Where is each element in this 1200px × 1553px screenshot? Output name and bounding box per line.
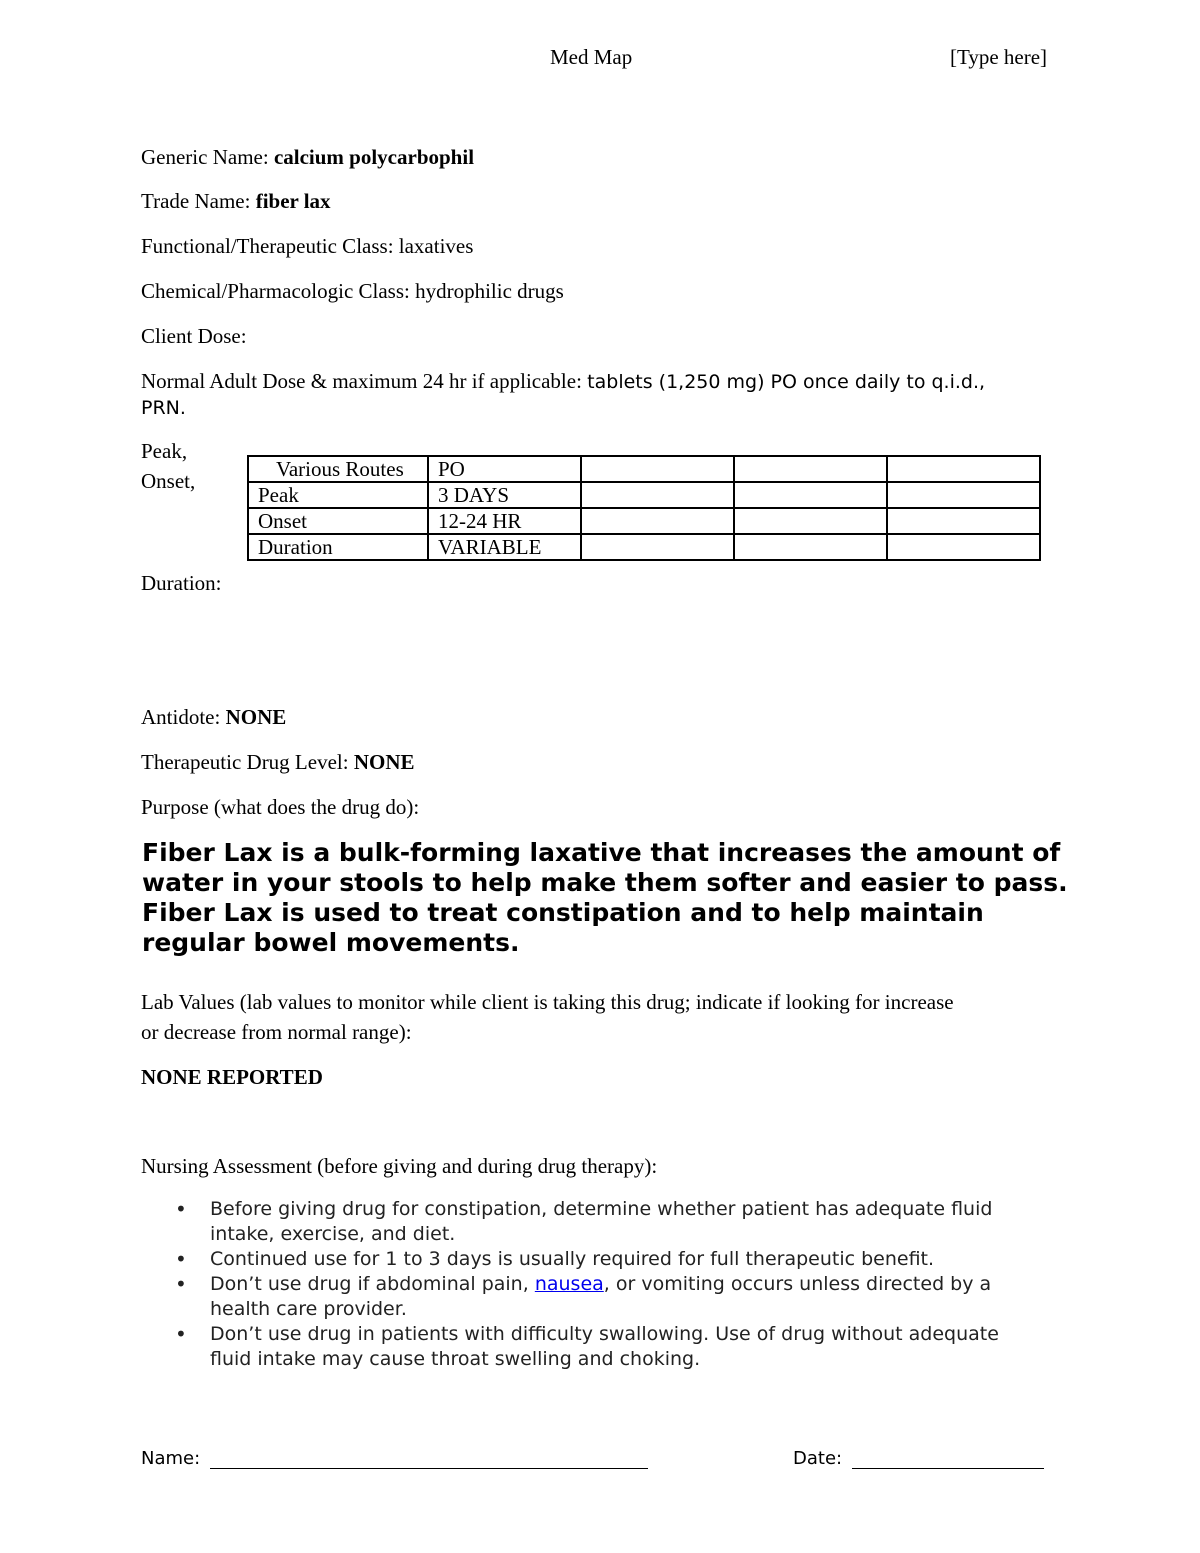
name-field[interactable] — [141, 1448, 648, 1469]
table-cell: VARIABLE — [428, 534, 581, 560]
antidote-label: Antidote: — [141, 705, 226, 729]
table-cell — [734, 534, 887, 560]
normal-dose-value-cont: PRN. — [141, 397, 186, 419]
antidote-value: NONE — [225, 705, 287, 729]
drug-level-value: NONE — [353, 750, 415, 774]
assessment-text: Continued use for 1 to 3 days is usually required for full therapeutic benefit. — [210, 1248, 935, 1270]
purpose-text: Fiber Lax is a bulk-forming laxative that increases the amount of water in your stools to help make them softer and easier to pass. Fiber Lax is used to treat constipation and to help maintain regular bowel movements. — [142, 838, 1068, 957]
generic-name-label: Generic Name: — [141, 145, 274, 169]
table-cell: 12-24 HR — [428, 508, 581, 534]
table-row — [248, 508, 1040, 534]
nausea-link[interactable]: nausea — [534, 1273, 604, 1295]
table-cell — [734, 508, 887, 534]
table-cell: 3 DAYS — [428, 482, 581, 508]
table-cell — [581, 482, 734, 508]
table-cell — [887, 456, 1040, 482]
peak-label: Peak, — [141, 439, 188, 463]
table-row — [248, 482, 1040, 508]
bullet-icon: • — [175, 1272, 187, 1296]
list-item — [141, 1322, 1041, 1372]
table-cell — [581, 534, 734, 560]
generic-name-value: calcium polycarbophil — [273, 145, 475, 169]
routes-table — [247, 455, 1041, 561]
lab-values-label-1: Lab Values (lab values to monitor while client is taking this drug; indicate if looking for increase — [141, 990, 954, 1014]
bullet-icon: • — [175, 1247, 187, 1271]
list-item — [141, 1197, 1041, 1247]
header-placeholder: [Type here] — [950, 45, 1048, 69]
table-cell — [581, 456, 734, 482]
client-dose: Client Dose: — [141, 324, 247, 348]
table-cell: Peak — [248, 482, 428, 508]
assessment-text: Before giving drug for constipation, determine whether patient has adequate fluid intake, exercise, and diet. — [210, 1198, 993, 1245]
assessment-list — [141, 1197, 1041, 1372]
trade-name-value: fiber lax — [255, 189, 331, 213]
table-cell: PO — [428, 456, 581, 482]
assessment-text: Don’t use drug in patients with difficulty swallowing. Use of drug without adequate fluid intake may cause throat swelling and choking. — [210, 1323, 999, 1370]
antidote-line — [141, 705, 286, 730]
lab-values-value: NONE REPORTED — [141, 1065, 323, 1089]
table-cell — [887, 482, 1040, 508]
table-cell — [734, 456, 887, 482]
date-field[interactable] — [793, 1448, 1044, 1469]
purpose-label: Purpose (what does the drug do): — [141, 795, 420, 819]
date-label: Date: — [793, 1448, 843, 1469]
name-blank-line[interactable] — [210, 1448, 648, 1469]
normal-dose-label: Normal Adult Dose & maximum 24 hr if applicable: — [141, 369, 588, 393]
onset-label: Onset, — [141, 469, 196, 493]
assessment-text: Don’t use drug if abdominal pain, — [210, 1273, 535, 1295]
table-row — [248, 534, 1040, 560]
bullet-icon: • — [175, 1197, 187, 1221]
table-row — [248, 456, 1040, 482]
date-blank-line[interactable] — [852, 1448, 1044, 1469]
name-label: Name: — [141, 1448, 201, 1469]
table-cell — [887, 534, 1040, 560]
normal-dose-line — [141, 369, 985, 394]
drug-level-label: Therapeutic Drug Level: — [141, 750, 354, 774]
page-title: Med Map — [550, 45, 633, 69]
table-cell — [887, 508, 1040, 534]
drug-level-line — [141, 750, 415, 775]
trade-name-label: Trade Name: — [141, 189, 256, 213]
generic-name-line — [141, 145, 474, 170]
list-item — [141, 1247, 1041, 1272]
functional-class: Functional/Therapeutic Class: laxatives — [141, 234, 474, 258]
trade-name-line — [141, 189, 331, 214]
lab-values-label-2: or decrease from normal range): — [141, 1020, 412, 1044]
assessment-label: Nursing Assessment (before giving and during drug therapy): — [141, 1154, 658, 1178]
normal-dose-value: tablets (1,250 mg) PO once daily to q.i.d., — [587, 371, 986, 393]
table-cell — [581, 508, 734, 534]
duration-label: Duration: — [141, 571, 222, 595]
table-cell: Onset — [248, 508, 428, 534]
table-cell — [734, 482, 887, 508]
assessment-text: , or vomiting occurs unless directed by a health care provider. — [210, 1273, 992, 1320]
bullet-icon: • — [175, 1322, 187, 1346]
chemical-class: Chemical/Pharmacologic Class: hydrophilic drugs — [141, 279, 564, 303]
list-item — [141, 1272, 1041, 1322]
table-cell: Various Routes — [248, 456, 428, 482]
table-cell: Duration — [248, 534, 428, 560]
